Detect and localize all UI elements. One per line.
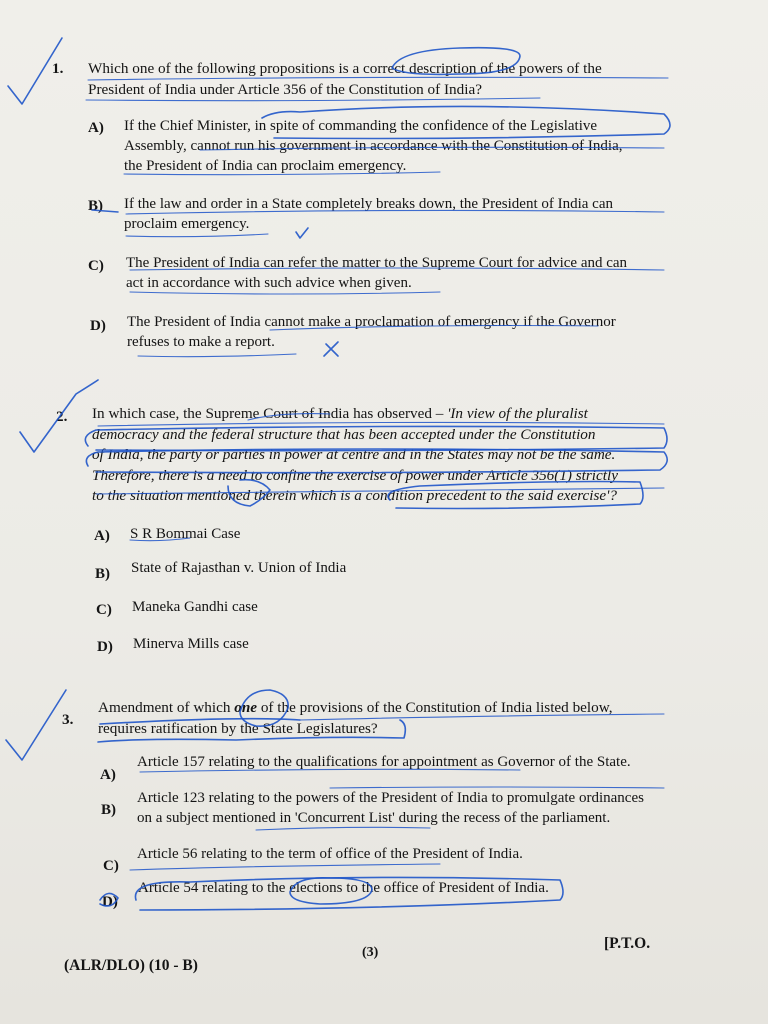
option-line: Maneka Gandhi case bbox=[132, 599, 258, 615]
option-letter: B) bbox=[101, 802, 116, 818]
option-letter: A) bbox=[88, 120, 104, 136]
question-number: 2. bbox=[56, 408, 68, 425]
option-letter: B) bbox=[95, 566, 110, 582]
stem-plain: In which case, the Supreme Court of India has observed – bbox=[92, 405, 448, 422]
stem-plain: Amendment of which bbox=[98, 699, 235, 716]
quoted-text: 'In view of the pluralist bbox=[447, 405, 588, 422]
option-line: Minerva Mills case bbox=[133, 636, 249, 652]
option-line: proclaim emergency. bbox=[124, 216, 250, 232]
stem-line bbox=[92, 404, 672, 425]
option-line: The President of India can refer the matter to the Supreme Court for advice and can bbox=[126, 255, 628, 271]
option-letter: D) bbox=[90, 318, 106, 334]
option-d[interactable] bbox=[127, 312, 687, 352]
option-line: Article 54 relating to the elections to the office of President of India. bbox=[138, 880, 549, 896]
option-a[interactable] bbox=[137, 752, 631, 772]
stem-line: President of India under Article 356 of the Constitution of India? bbox=[88, 81, 482, 98]
option-b[interactable] bbox=[124, 194, 684, 234]
option-d[interactable] bbox=[133, 634, 249, 654]
option-c[interactable] bbox=[137, 844, 523, 864]
option-c[interactable] bbox=[132, 597, 258, 617]
quoted-line: democracy and the federal structure that has been accepted under the Constitution bbox=[92, 425, 596, 443]
option-line: State of Rajasthan v. Union of India bbox=[131, 560, 347, 576]
option-line: on a subject mentioned in 'Concurrent List' during the recess of the parliament. bbox=[137, 810, 611, 826]
option-letter: D) bbox=[102, 894, 118, 910]
option-line: act in accordance with such advice when given. bbox=[126, 275, 412, 291]
option-a[interactable] bbox=[124, 116, 684, 176]
option-line: Article 56 relating to the term of office of the President of India. bbox=[137, 846, 523, 862]
stem-line bbox=[98, 698, 668, 719]
option-d[interactable] bbox=[138, 878, 549, 898]
option-b[interactable] bbox=[137, 788, 644, 828]
quoted-line: to the situation mentioned therein which is a condition precedent to the said exercise'? bbox=[92, 487, 617, 504]
option-c[interactable] bbox=[126, 253, 686, 293]
option-letter: A) bbox=[100, 767, 116, 783]
quoted-line: of India, the party or parties in power at centre and in the States may not be the same. bbox=[92, 446, 616, 463]
question-stem bbox=[88, 58, 688, 100]
stem-plain: of the provisions of the Constitution of India listed below, bbox=[257, 699, 613, 716]
option-line: the President of India can proclaim emergency. bbox=[124, 158, 407, 174]
page-number: (3) bbox=[362, 945, 379, 960]
stem-line: requires ratification by the State Legislatures? bbox=[98, 719, 378, 737]
question-stem bbox=[98, 698, 668, 739]
question-stem bbox=[92, 404, 672, 507]
stem-emphasis: one bbox=[234, 699, 258, 716]
option-letter: C) bbox=[88, 258, 104, 274]
question-number: 1. bbox=[52, 60, 64, 77]
option-line: If the law and order in a State completely breaks down, the President of India can bbox=[124, 196, 614, 212]
option-letter: D) bbox=[97, 639, 113, 655]
option-letter: C) bbox=[96, 602, 112, 618]
option-letter: A) bbox=[94, 528, 110, 544]
option-letter: B) bbox=[88, 198, 103, 214]
option-line: If the Chief Minister, in spite of commanding the confidence of the Legislative bbox=[124, 118, 598, 134]
pto-label: [P.T.O. bbox=[604, 935, 651, 952]
option-letter: C) bbox=[103, 858, 119, 874]
stem-line: Which one of the following propositions is a correct description of the powers of the bbox=[88, 60, 602, 77]
question-number: 3. bbox=[62, 711, 74, 728]
option-line: S R Bommai Case bbox=[130, 526, 241, 542]
option-line: The President of India cannot make a proclamation of emergency if the Governor bbox=[127, 314, 616, 330]
option-a[interactable] bbox=[130, 524, 240, 544]
paper-code: (ALR/DLO) (10 - B) bbox=[64, 957, 198, 974]
option-b[interactable] bbox=[131, 558, 346, 578]
quoted-line: Therefore, there is a need to confine the exercise of power under Article 356(1) strictly bbox=[92, 466, 618, 484]
option-line: refuses to make a report. bbox=[127, 334, 275, 350]
option-line: Assembly, cannot run his government in accordance with the Constitution of India, bbox=[124, 138, 623, 154]
option-line: Article 157 relating to the qualifications for appointment as Governor of the State. bbox=[137, 754, 631, 770]
option-line: Article 123 relating to the powers of the President of India to promulgate ordinances bbox=[137, 790, 644, 806]
